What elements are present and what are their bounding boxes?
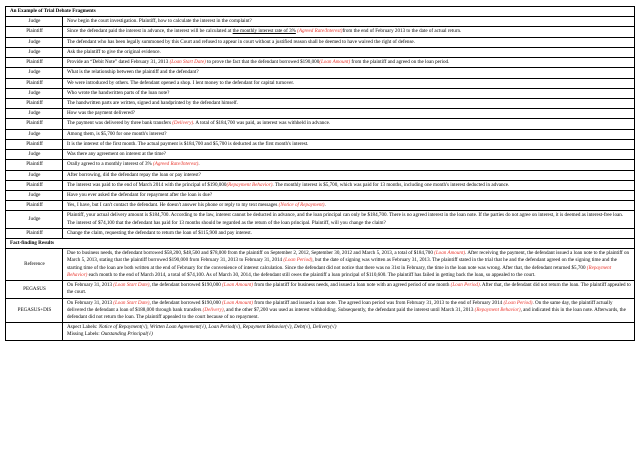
utterance-text: , the defendant borrowed $190,000 <box>149 299 223 306</box>
dialogue-row <box>6 47 635 57</box>
speaker-label: Judge <box>6 68 63 78</box>
utterance-text: Ask the plaintiff to give the original evidence. <box>67 48 161 55</box>
result-row <box>6 298 635 323</box>
section-header-fact-finding <box>6 239 635 249</box>
utterance-text: to prove the fact that the defendant borrowed $190,000 <box>205 59 320 66</box>
dialogue-row <box>6 129 635 139</box>
aspect-annotation: (Agreed Rate/Interest) <box>153 161 199 168</box>
speaker-label: Plaintiff <box>6 139 63 149</box>
utterance-text: After borrowing, did the defendant repay the loan or pay interest? <box>67 171 201 178</box>
utterance-text: . <box>324 202 326 209</box>
utterance-text: . The monthly interest is $5,700, which was paid for 13 months, including one month's interest deducted in advance. <box>272 181 510 188</box>
utterance-text: Was there any agreement on interest at the time? <box>67 151 166 158</box>
dialogue-row <box>6 150 635 160</box>
speaker-label: Judge <box>6 150 63 160</box>
aspect-annotation: (Loan Amount) <box>319 59 351 66</box>
speaker-label: Plaintiff <box>6 201 63 211</box>
dialogue-row <box>6 98 635 108</box>
speaker-label: Plaintiff <box>6 228 63 238</box>
utterance-cell <box>63 201 635 211</box>
utterance-cell <box>63 180 635 190</box>
system-label: PEGASUS+DIS <box>6 298 63 323</box>
aspect-annotation: (Repayment Behavior) <box>474 306 521 313</box>
utterance-text: , and the other $7,200 was used as interest withholding. Subsequently, the defendant paid the interest until March 31, 2013 <box>223 306 475 313</box>
aspect-annotation: (Repayment Behavior) <box>226 181 273 188</box>
utterance-cell <box>63 68 635 78</box>
utterance-cell <box>63 139 635 149</box>
utterance-cell <box>63 88 635 98</box>
utterance-text: , but the date of signing was written as February 31, 2013. The plaintiff stated in the trial that he and the defendant agreed on the signing time and the starting time of the loan are both written at the end of February for the convenience of interest calculation. Since the defendant did not notice that there was no 31st in February, the time in the loan note was wrong. After that, the defendant returned $5,700 <box>67 257 617 271</box>
summary-cell <box>63 298 635 323</box>
speaker-label: Judge <box>6 109 63 119</box>
utterance-text: from the end of February 2013 to the date of actual return. <box>342 28 462 35</box>
utterance-cell <box>63 150 635 160</box>
labels-row <box>6 323 635 340</box>
dialogue-row <box>6 88 635 98</box>
utterance-text: from the plaintiff and issued a loan note. The agreed loan period was from February 31, 2013 to the end of February 2014 <box>252 299 504 306</box>
aspect-annotation: (Loan Period) <box>450 282 480 289</box>
utterance-text: . After that, the defendant did not return the loan. The plaintiff appealed to the court. <box>67 282 631 296</box>
utterance-cell <box>63 129 635 139</box>
dialogue-row <box>6 17 635 27</box>
utterance-text: Since the defendant paid the interest in advance, the interest will be calculated at <box>67 28 233 35</box>
aspect-annotation: (Loan Start Date) <box>169 59 206 66</box>
utterance-cell <box>63 170 635 180</box>
utterance-text: Among them, is $5,700 for one month's interest? <box>67 130 167 137</box>
speaker-label: Plaintiff <box>6 58 63 68</box>
aspect-labels-list: Notice of Repayment(√), Written Loan Agreement(√), Loan Period(√), Repayment Behavior(√), Debt(√), Delivery(√) <box>98 324 337 331</box>
dialogue-row <box>6 139 635 149</box>
missing-labels-line <box>67 331 631 338</box>
dialogue-row <box>6 119 635 129</box>
utterance-text: What is the relationship between the plaintiff and the defendant? <box>67 69 199 76</box>
aspect-annotation: (Delivery) <box>172 120 194 127</box>
aspect-labels-title: Aspect Labels: <box>67 324 99 331</box>
utterance-text: Who wrote the handwritten parts of the loan note? <box>67 89 170 96</box>
dialogue-row <box>6 27 635 37</box>
result-row <box>6 281 635 298</box>
labels-row-spacer <box>6 323 63 340</box>
utterance-text: The payment was delivered by three bank transfers <box>67 120 173 127</box>
utterance-text: Yes, I have, but I can't contact the defendant. He doesn't answer his phone or reply to my text messages <box>67 202 279 209</box>
utterance-cell <box>63 160 635 170</box>
section-title-fact-finding: Fact-finding Results <box>6 239 635 249</box>
dialogue-row <box>6 180 635 190</box>
utterance-text: The interest was paid to the end of March 2014 with the principal of $190,000 <box>67 181 227 188</box>
aspect-annotation: (Loan Start Date) <box>113 299 150 306</box>
utterance-cell <box>63 228 635 238</box>
utterance-text: Now begin the court investigation. Plaintiff, how to calculate the interest in the complaint? <box>67 18 252 25</box>
speaker-label: Plaintiff <box>6 180 63 190</box>
speaker-label: Plaintiff <box>6 27 63 37</box>
aspect-annotation: (Notice of Repayment) <box>278 202 325 209</box>
dialogue-row <box>6 78 635 88</box>
dialogue-row <box>6 58 635 68</box>
speaker-label: Plaintiff <box>6 78 63 88</box>
speaker-label: Judge <box>6 170 63 180</box>
utterance-text: The defendant who has been legally summoned by this Court and refused to appear in court without a justified reason shall be deemed to have waived the right of defense. <box>67 38 415 45</box>
utterance-text: . A total of $184,700 was paid, as interest was withheld in advance. <box>193 120 331 127</box>
dialogue-row <box>6 228 635 238</box>
dialogue-row <box>6 68 635 78</box>
aspect-annotation: (Loan Period) <box>283 257 313 264</box>
section-header-trial-debate <box>6 7 635 17</box>
utterance-cell <box>63 47 635 57</box>
dialogue-row <box>6 170 635 180</box>
utterance-text: . After receiving the payment, the defendant issued a loan note to the plaintiff on March 5, 2013, stating that the plaintiff borrowed $190,000 from February 31, 2013 to February 31, 2014 <box>67 250 630 264</box>
utterance-text: Provide an “Debit Note” dated February 31, 2013 <box>67 59 170 66</box>
aspect-annotation: (Loan Amount) <box>222 282 253 289</box>
utterance-cell <box>63 98 635 108</box>
utterance-cell <box>63 78 635 88</box>
utterance-text: . On the same day, the plaintiff actually delivered the defendant a loan of $188,000 through bank transfers <box>67 299 613 313</box>
speaker-label: Plaintiff <box>6 160 63 170</box>
utterance-text: Plaintiff, your actual delivery amount is $184,700. According to the law, interest cannot be deducted in advance, and the loan principal can only be $184,700. There is no agreed interest in the loan note. If the parties do not agree on interest, it is deemed as interest-free loan. The interest of $74,100 that the defendant has paid for 13 months should be regarded as the return of the loan principal. Plaintiff, will you change the claim? <box>67 212 624 226</box>
dialogue-row <box>6 211 635 228</box>
section-title-trial-debate: An Example of Trial Debate Fragments <box>6 7 635 17</box>
utterance-cell <box>63 109 635 119</box>
aspect-annotation: (Agreed Rate/Interest) <box>297 28 343 35</box>
utterance-text: Have you ever asked the defendant for repayment after the loan is due? <box>67 191 213 198</box>
speaker-label: Judge <box>6 37 63 47</box>
utterance-text: Change the claim, requesting the defendant to return the loan of $115,900 and pay interest. <box>67 229 252 236</box>
utterance-cell <box>63 37 635 47</box>
dialogue-row <box>6 37 635 47</box>
aspect-annotation: (Loan Amount) <box>222 299 253 306</box>
summary-cell <box>63 281 635 298</box>
speaker-label: Judge <box>6 47 63 57</box>
utterance-text: On February 31, 2013 <box>67 299 114 306</box>
underlined-clause: the monthly interest rate of 3% <box>232 28 296 35</box>
missing-labels-list: Outstanding Principal(√) <box>100 331 153 338</box>
aspect-annotation: (Loan Start Date) <box>113 282 150 289</box>
utterance-text: On February 31, 2013 <box>67 282 114 289</box>
speaker-label: Judge <box>6 190 63 200</box>
utterance-text: from the plaintiff for business needs, and issued a loan note with an agreed period of one month <box>252 282 451 289</box>
utterance-text: Orally agreed to a monthly interest of 3% <box>67 161 154 168</box>
result-row <box>6 249 635 281</box>
table-body <box>6 7 635 341</box>
utterance-text: , the defendant borrowed $190,000 <box>149 282 223 289</box>
dialogue-row <box>6 190 635 200</box>
speaker-label: Plaintiff <box>6 119 63 129</box>
utterance-text: How was the payment delivered? <box>67 110 135 117</box>
aspect-annotation: (Loan Amount) <box>434 250 466 257</box>
utterance-text: Due to business needs, the defendant borrowed $58,200, $48,500 and $78,000 from the plaintiff on September 2, 2012, September 30, 2012 and March 5, 2013, a total of $184,700 <box>67 250 435 257</box>
dialogue-row <box>6 109 635 119</box>
utterance-cell <box>63 190 635 200</box>
labels-box <box>63 323 635 340</box>
utterance-text: It is the interest of the first month. The actual payment is $184,700 and $5,700 is deducted as the first month's interest. <box>67 140 309 147</box>
aspect-annotation: (Delivery) <box>202 306 224 313</box>
system-label: Reference <box>6 249 63 281</box>
utterance-cell <box>63 27 635 37</box>
speaker-label: Plaintiff <box>6 98 63 108</box>
aspect-annotation: (Loan Period) <box>503 299 533 306</box>
utterance-cell <box>63 58 635 68</box>
speaker-label: Judge <box>6 88 63 98</box>
missing-labels-title: Missing Labels: <box>67 331 101 338</box>
summary-cell <box>63 249 635 281</box>
speaker-label: Judge <box>6 129 63 139</box>
dialogue-row <box>6 160 635 170</box>
speaker-label: Judge <box>6 211 63 228</box>
utterance-cell <box>63 17 635 27</box>
utterance-text: from the plaintiff and agreed on the loan period. <box>350 59 450 66</box>
utterance-cell <box>63 119 635 129</box>
speaker-label: Judge <box>6 17 63 27</box>
dialogue-row <box>6 201 635 211</box>
system-label: PEGASUS <box>6 281 63 298</box>
utterance-text: The handwritten parts are written, signed and handprinted by the defendant himself. <box>67 99 239 106</box>
utterance-text: each month to the end of March 2014, a total of $74,100. As of March 30, 2014, the defendant still owes the plaintiff a loan principal of $110,600. The plaintiff has failed in getting back the loan, so appealed to the court. <box>87 271 536 278</box>
aspect-annotation: (Repayment Behavior) <box>67 264 612 278</box>
trial-debate-table <box>5 6 635 341</box>
utterance-text: We were introduced by others. The defendant opened a shop. I lent money to the defendant for capital turnover. <box>67 79 295 86</box>
utterance-cell <box>63 211 635 228</box>
utterance-text: . <box>198 161 200 168</box>
utterance-text: , and indicated this in the loan note. Afterwards, the defendant did not return the loan. The plaintiff appealed to the court because of no repayment. <box>67 306 626 320</box>
